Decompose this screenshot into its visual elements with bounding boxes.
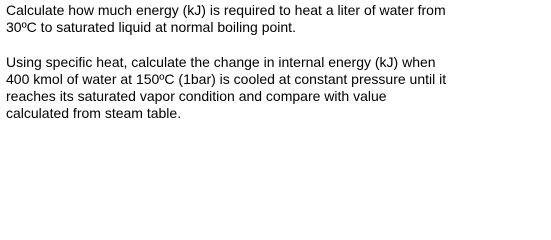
document-body <box>6 2 546 122</box>
question-paragraph-1: Calculate how much energy (kJ) is required to heat a liter of water from 30ºC to saturated liquid at normal boiling point. <box>6 2 446 35</box>
question-paragraph-2: Using specific heat, calculate the change in internal energy (kJ) when 400 kmol of water at 150ºC (1bar) is cooled at constant pressure until it reaches its saturated vapor condition and compare with value calculated from steam table. <box>6 54 447 121</box>
